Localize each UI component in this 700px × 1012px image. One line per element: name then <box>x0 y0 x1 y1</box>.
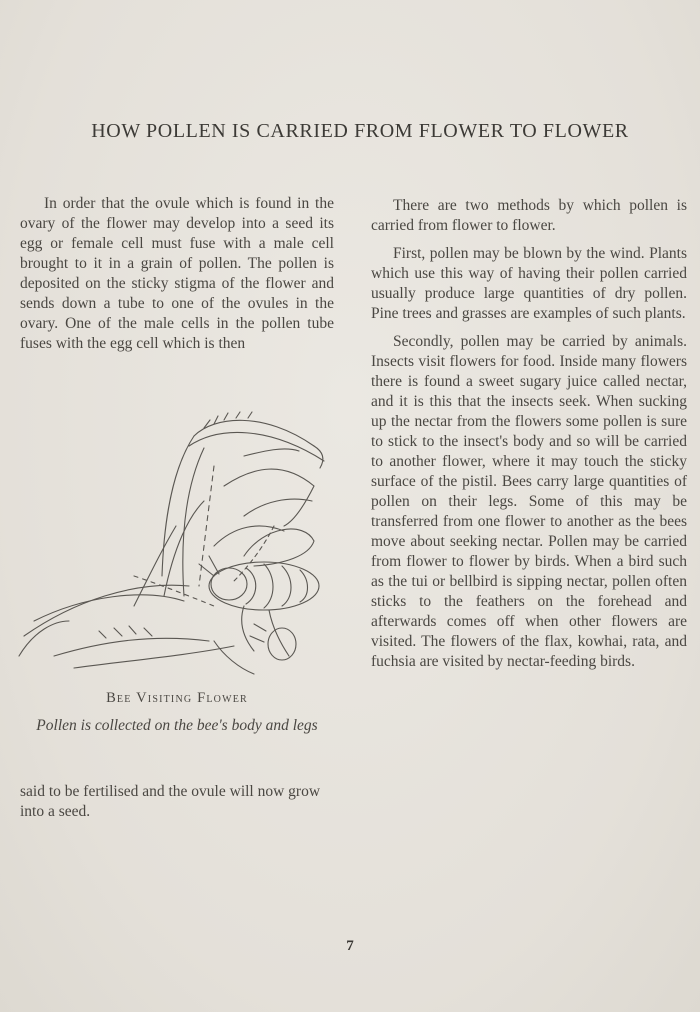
left-column <box>20 194 334 354</box>
left-paragraph: In order that the ovule which is found in the ovary of the flower may develop into a seed its egg or female cell must fuse with a male cell brought to it in a grain of pollen. The pollen is deposited on the sticky stigma of the flower and sends down a tube to one of the ovules in the ovary. One of the male cells in the pollen tube fuses with the egg cell which is then <box>20 195 334 352</box>
right-column <box>371 196 687 680</box>
page-title: HOW POLLEN IS CARRIED FROM FLOWER TO FLOWER <box>91 120 629 142</box>
bee-visiting-flower-illustration <box>14 406 338 678</box>
left-continuation: said to be fertilised and the ovule will now grow into a seed. <box>20 783 321 820</box>
right-paragraph: Secondly, pollen may be carried by animals. Insects visit flowers for food. Inside many flowers there is found a sweet sugary juice called nectar, and it is this that the insects seek. When sucking up the nectar from the flowers some pollen is sure to stick to the insect's body and so will be carried to another flower, where it may touch the sticky surface of the pistil. Bees carry large quantities of pollen on their legs. Some of this may be transferred from one flower to another as the bees move about seeking nectar. Pollen may be carried from flower to flower by birds. When a bird such as the tui or bellbird is sipping nectar, pollen often sticks to the feathers on the forehead and afterwards comes off when other flowers are visited. The flowers of the flax, kowhai, rata, and fuchsia are visited by nectar-feeding birds. <box>371 333 687 670</box>
right-paragraph: First, pollen may be blown by the wind. Plants which use this way of having their pollen carried usually produce large quantities of dry pollen. Pine trees and grasses are examples of such plants. <box>371 245 687 322</box>
page-number: 7 <box>346 938 354 954</box>
figure-caption-text: Pollen is collected on the bee's body and legs <box>36 717 318 734</box>
right-paragraph: There are two methods by which pollen is carried from flower to flower. <box>371 197 687 234</box>
figure-caption-title: Bee Visiting Flower <box>106 690 248 706</box>
